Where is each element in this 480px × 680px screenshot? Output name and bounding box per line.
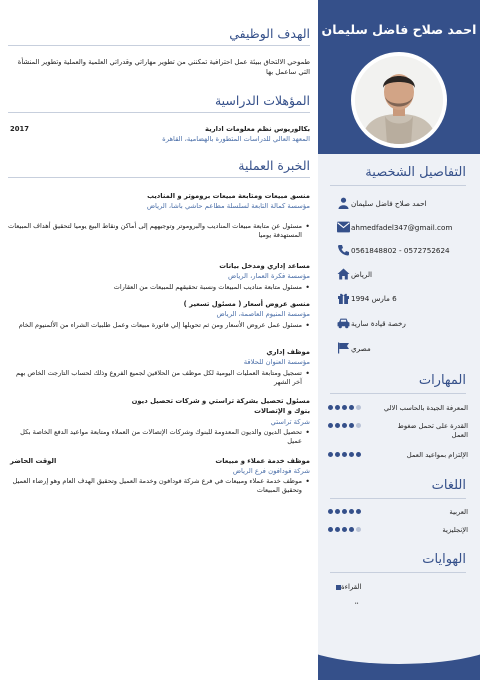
- rating-dot: [349, 509, 354, 514]
- rating-dot: [335, 527, 340, 532]
- sidebar-footer-curve: [318, 604, 480, 664]
- sidebar: [318, 0, 480, 680]
- rating-dot: [342, 405, 347, 410]
- job-title: مساعد إداري ومدخل بيانات: [219, 262, 310, 270]
- info-name-row: [328, 196, 466, 210]
- job-company: شركة تراستي: [270, 418, 310, 426]
- job-title: منسق مبيعات ومتابعة مبيعات بروموتر و المناديب: [147, 192, 310, 200]
- job-title: مسئول تحصيل بشركة تراستي و شركات تحصيل ديون بنوك و الإتصالات: [131, 397, 310, 415]
- language-rating: [328, 509, 361, 514]
- skill-row: [328, 422, 468, 440]
- skill-label: المعرفة الجيدة بالحاسب الالي: [383, 404, 468, 412]
- rating-dot: [356, 405, 361, 410]
- car-icon: [336, 317, 351, 330]
- rating-dot: [342, 452, 347, 457]
- education-degree: بكالوريوس نظم معلومات ادارية: [205, 125, 310, 133]
- rating-dot: [335, 509, 340, 514]
- objective-title: الهدف الوظيفي: [8, 26, 310, 46]
- rating-dot: [349, 423, 354, 428]
- job-company: مؤسسة العنوان للحلاقة: [243, 358, 310, 366]
- job-bullet: • مسئول متابعة مناديب المبيعات ونسبة تحقيقهم للمبيعات من العقارات: [8, 283, 310, 292]
- rating-dot: [356, 452, 361, 457]
- info-email-row: [328, 220, 466, 234]
- flag-icon: [336, 342, 351, 355]
- person-icon: [336, 197, 351, 210]
- education-year: 2017: [10, 125, 29, 133]
- rating-dot: [349, 452, 354, 457]
- info-nationality-row: [328, 341, 466, 355]
- job-bullet: • تسجيل ومتابعة العمليات اليومية لكل موظف من الحلاقين لجميع الفروع وذلك لحساب التارجت الخاص بهم آخر الشهر: [8, 369, 310, 387]
- avatar: [355, 56, 443, 144]
- gift-icon: [336, 292, 351, 305]
- job-title: موظف إداري: [266, 348, 310, 356]
- job-title: منسق عروض أسعار ( مسئول تسعير ): [183, 300, 310, 308]
- language-rating: [328, 527, 361, 532]
- language-row: [328, 508, 468, 517]
- info-nationality-text: مصري: [351, 343, 371, 353]
- hobby-item: [328, 583, 466, 591]
- experience-title: الخبرة العملية: [8, 158, 310, 178]
- profile-photo: [351, 52, 447, 148]
- skill-row: [328, 451, 468, 460]
- info-city-row: [328, 267, 466, 281]
- job-bullet: • مسئول عن متابعة مبيعات المناديب والبروموتر وتوجيههم إلى أماكن ونقاط البيع يوميا لتحقيق أهداف المبيعات المستهدفة يوميا: [8, 222, 310, 240]
- skill-row: [328, 404, 468, 413]
- job-bullet: • موظف خدمة عملاء ومبيعات في فرع شركة فودافون وخدمة العميل وتحقيق الهدف العام وهو إرضاء العميل وتحقيق المبيعات: [8, 477, 310, 495]
- info-birthdate-text: 6 مارس 1994: [351, 293, 397, 303]
- skill-label: الإلتزام بمواعيد العمل: [406, 451, 468, 459]
- rating-dot: [342, 527, 347, 532]
- rating-dot: [342, 423, 347, 428]
- info-birthdate-row: [328, 291, 466, 305]
- rating-dot: [328, 452, 333, 457]
- education-institution: المعهد العالي للدراسات المتطورة بالهضامية، القاهرة: [162, 135, 310, 143]
- job-date: الوقت الحاضر: [10, 457, 57, 465]
- phone-icon: [336, 244, 351, 257]
- rating-dot: [342, 509, 347, 514]
- skill-rating: [328, 423, 361, 428]
- rating-dot: [335, 423, 340, 428]
- rating-dot: [335, 405, 340, 410]
- skills-title: المهارات: [330, 373, 466, 394]
- rating-dot: [356, 423, 361, 428]
- languages-title: اللغات: [330, 478, 466, 499]
- job-company: مؤسسة كمالة التابعة لسلسلة مطاعم حاشي باشا، الرياض: [146, 202, 310, 210]
- rating-dot: [328, 405, 333, 410]
- rating-dot: [328, 509, 333, 514]
- job-company: مؤسسة المنيوم العاصمة، الرياض: [216, 310, 310, 318]
- envelope-icon: [336, 221, 351, 234]
- square-bullet-icon: [336, 585, 341, 590]
- info-email-text[interactable]: ahmedfadel347@gmail.com: [351, 222, 453, 232]
- job-title: موظف خدمة عملاء و مبيعات: [215, 457, 310, 465]
- hobbies-title: الهوايات: [330, 552, 466, 573]
- job-bullet: • تحصيل الديون والديون المعدومة للبنوك وشركات الإتصالات من العملاء ومتابعة مواعيد الدفع الخاصة بكل عميل: [8, 428, 310, 446]
- skill-rating: [328, 405, 361, 410]
- person-name: احمد صلاح فاضل سليمان: [321, 22, 477, 37]
- info-city-text: الرياض: [351, 269, 373, 279]
- rating-dot: [335, 452, 340, 457]
- education-title: المؤهلات الدراسية: [8, 93, 310, 113]
- rating-dot: [328, 527, 333, 532]
- skill-label: القدرة على تحمل ضغوط العمل: [397, 422, 468, 439]
- rating-dot: [349, 405, 354, 410]
- job-company: مؤسسة فكرة العمار، الرياض: [228, 272, 310, 280]
- info-license-row: [328, 316, 466, 330]
- rating-dot: [356, 527, 361, 532]
- objective-text: طموحي الالتحاق ببيئة عمل احترافية تمكنني من تطوير مهاراتي وقدراتي العلمية والعملية وتطوير المنشأة التي ساعمل بها: [17, 58, 310, 76]
- home-icon: [336, 268, 351, 281]
- job-bullet: • مسئول عمل عروض الأسعار ومن ثم تحويلها إلي فاتورة مبيعات وعمل طلبيات الشراء من الألمنيوم الخام: [8, 321, 310, 330]
- language-label: العربية: [449, 508, 468, 516]
- personal-details-title: التفاصيل الشخصية: [330, 165, 466, 186]
- language-label: الإنجليزية: [442, 526, 468, 534]
- info-license-text: رخصة قيادة سارية: [351, 318, 406, 328]
- language-row: [328, 526, 468, 535]
- info-phone-text[interactable]: 0561848802 - 0572752624: [351, 245, 450, 255]
- info-name-text: احمد صلاح فاضل سليمان: [351, 198, 427, 208]
- rating-dot: [328, 423, 333, 428]
- rating-dot: [356, 509, 361, 514]
- hobby-label: القراءة: [341, 583, 362, 591]
- rating-dot: [349, 527, 354, 532]
- info-phone-row: [328, 243, 466, 257]
- skill-rating: [328, 452, 361, 457]
- job-company: شركة فودافون فرع الرياض: [232, 467, 310, 475]
